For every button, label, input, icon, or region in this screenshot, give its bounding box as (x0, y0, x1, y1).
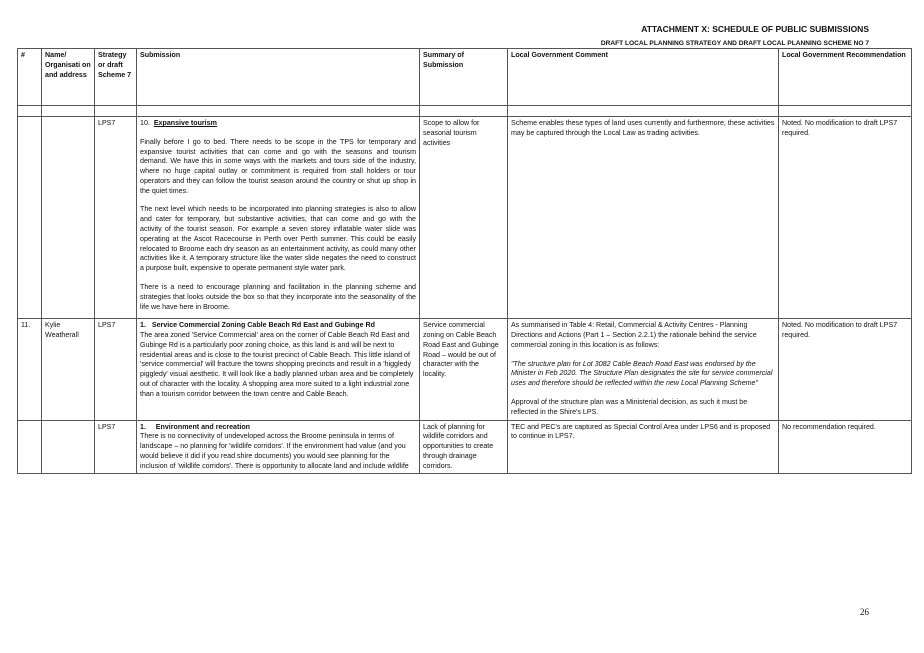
row-number: 11. (18, 319, 42, 420)
spacer-row (18, 106, 912, 117)
document-subtitle: DRAFT LOCAL PLANNING STRATEGY AND DRAFT LOCAL PLANNING SCHEME NO 7 (600, 40, 869, 47)
submission-heading (140, 423, 416, 433)
col-header-summary: Summary of Submission (420, 49, 508, 106)
heading-text: Service Commercial Zoning Cable Beach Rd East and Gubinge Rd (151, 321, 375, 330)
row-name: Kylie Weatherall (42, 319, 95, 420)
row-summary: Service commercial zoning on Cable Beach Road East and Gubinge Road – would be out of character with the locality. (420, 319, 508, 420)
row-submission (137, 420, 420, 474)
row-name (42, 420, 95, 474)
heading-text: Expansive tourism (153, 119, 217, 127)
row-comment: TEC and PEC's are captured as Special Control Area under LPS6 and is proposed to continue in LPS7. (508, 420, 779, 474)
table-row (18, 319, 912, 420)
heading-number: 1. (140, 321, 146, 330)
heading-number: 10. (140, 119, 150, 127)
col-header-comment: Local Government Comment (508, 49, 779, 106)
table-row (18, 420, 912, 474)
submission-paragraph: The next level which needs to be incorporated into planning strategies is also to allow and cater for temporary, but substantive activities, that can come and go with the activity of the tourist season. For example a seven storey inflatable water slide was operating at the Ascot Racecourse in Perth over Perth summer. This could be easily relocated to Broome each dry season as an entertainment activity, as could many other activities like it. A temporary structure like the water slide negates the need to construct a purpose built, expensive to operate permanent style water park. (140, 205, 416, 273)
submission-heading (140, 321, 416, 331)
row-number (18, 117, 42, 319)
row-recommendation: Noted. No modification to draft LPS7 required. (779, 117, 912, 319)
row-number (18, 420, 42, 474)
submission-paragraph: Finally before I go to bed. There needs to be scope in the TPS for temporary and expansive tourist activities that can come and go with the seasons and tourism demand. We have this in some ways with the markets and tours side of the industry, where no huge capital outlay or commitment is required from stall holders or tour operators and they can follow the tourist season around the country or shut up shop in the quiet times. (140, 137, 416, 195)
row-recommendation: No recommendation required. (779, 420, 912, 474)
submission-heading (140, 119, 416, 129)
row-summary: Scope to allow for seasonal tourism activities (420, 117, 508, 319)
row-summary: Lack of planning for wildlife corridors and opportunities to create through drainage corridors. (420, 420, 508, 474)
row-strategy: LPS7 (95, 117, 137, 319)
row-strategy: LPS7 (95, 319, 137, 420)
col-header-name: Name/ Organisati on and address (42, 49, 95, 106)
col-header-number: # (18, 49, 42, 106)
submission-paragraph: There is a need to encourage planning and facilitation in the planning scheme and strategies that looks outside the box so that they incorporate into the seasonality of the life we have here in Broome. (140, 282, 416, 311)
comment-paragraph: As summarised in Table 4: Retail, Commercial & Activity Centres - Planning Directions and Actions (Part 1 – Section 2.2.1) the rationale behind the service commercial zoning in this location is as follows: (511, 321, 757, 349)
table-header-row (18, 49, 912, 106)
submissions-table (17, 48, 912, 474)
row-strategy: LPS7 (95, 420, 137, 474)
row-recommendation: Noted. No modification to draft LPS7 required. (779, 319, 912, 420)
row-submission (137, 319, 420, 420)
row-name (42, 117, 95, 319)
row-comment: Scheme enables these types of land uses currently and furthermore, these activities may be captured through the Local Law as trading activities. (508, 117, 779, 319)
row-comment (508, 319, 779, 420)
heading-text: Environment and recreation (155, 422, 250, 431)
document-title: ATTACHMENT X: SCHEDULE OF PUBLIC SUBMISSIONS (641, 24, 869, 34)
col-header-strategy: Strategy or draft Scheme 7 (95, 49, 137, 106)
comment-paragraph: Approval of the structure plan was a Ministerial decision, as such it must be reflected in the Shire's LPS. (511, 397, 748, 416)
col-header-recommendation: Local Government Recommendation (779, 49, 912, 106)
submission-paragraph: The area zoned 'Service Commercial' area on the corner of Cable Beach Rd East and Gubinge Rd is a particularly poor zoning choice, as this land is and will be next to residential areas and is close to the tourist precinct of Cable Beach. This little island of 'service commercial' will fracture the towns shopping precincts and result in a 'higgledy piggledy' visual aesthetic. It will look like a badly planned urban area and be completely out of character with the locality. A shopping area more suited to a light industrial zone than a tourism corridor between the town centre and Cable Beach. (140, 331, 414, 398)
page-number: 26 (860, 607, 869, 617)
submission-paragraph: There is no connectivity of undeveloped across the Broome peninsula in terms of landscape – no planning for 'wildlife corridors'. If the environment had value (and you would believe it did if you read shire documents) you would see planning for the inclusion of 'wildlife corridors'. There is opportunity to allocate land and include wildlife (140, 432, 409, 470)
comment-quote: "The structure plan for Lot 3082 Cable Beach Road East was endorsed by the Minister in Feb 2020. The Structure Plan designates the site for service commercial uses and therefore should be reflected within the new Local Planning Scheme" (511, 359, 773, 388)
heading-number: 1. (140, 422, 146, 431)
row-submission (137, 117, 420, 319)
table-row (18, 117, 912, 319)
col-header-submission: Submission (137, 49, 420, 106)
